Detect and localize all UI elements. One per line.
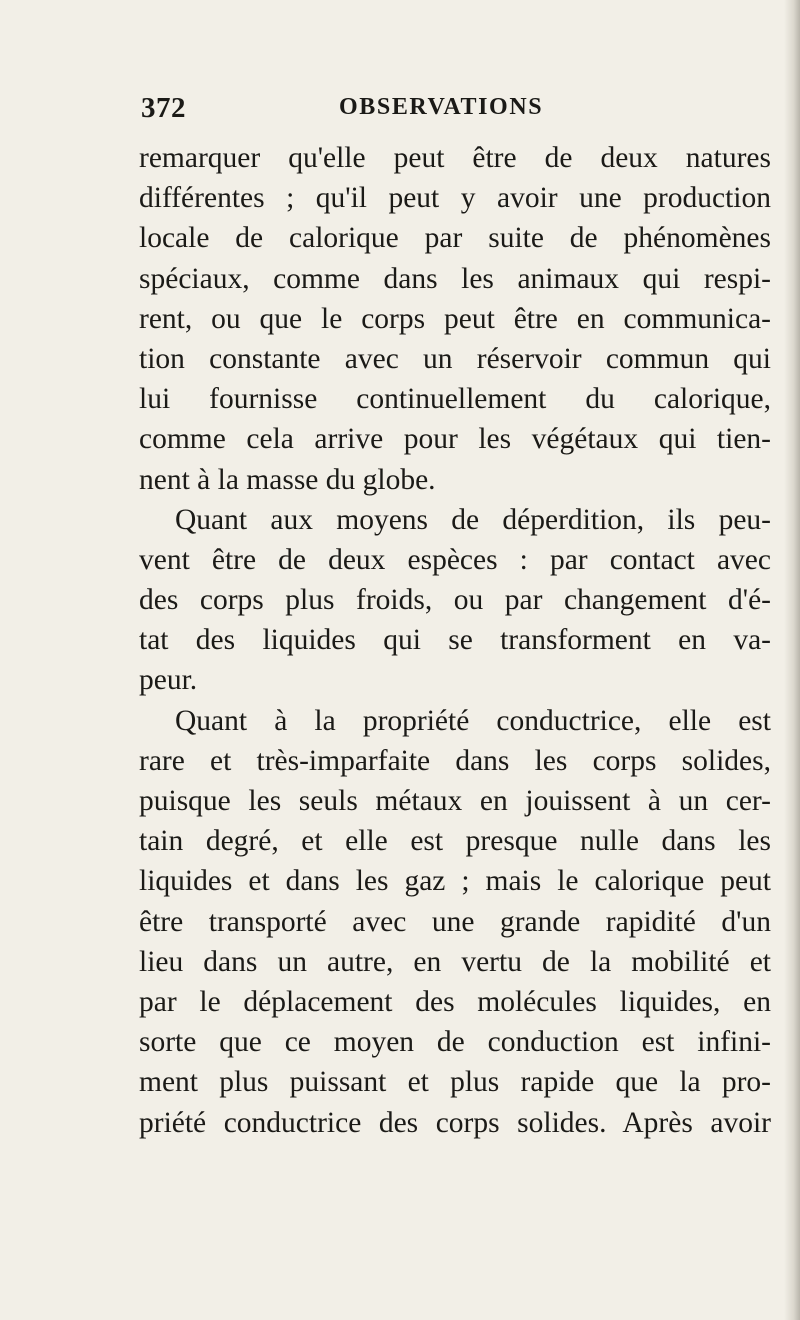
- text-line: liquides et dans les gaz ; mais le calorique peut: [139, 865, 771, 898]
- text-line: par le déplacement des molécules liquides, en: [139, 985, 771, 1018]
- text-line: tain degré, et elle est presque nulle dans les: [139, 825, 771, 858]
- text-line-paragraph-start: Quant aux moyens de déperdition, ils peu-: [175, 503, 771, 536]
- text-line: rare et très-imparfaite dans les corps solides,: [139, 744, 771, 777]
- text-line: lieu dans un autre, en vertu de la mobilité et: [139, 945, 771, 978]
- text-line: tion constante avec un réservoir commun qui: [139, 342, 771, 375]
- text-line: peur.: [139, 664, 198, 697]
- text-line: priété conductrice des corps solides. Après avoir: [139, 1106, 771, 1139]
- body-text: [139, 138, 771, 1143]
- text-line: locale de calorique par suite de phénomènes: [139, 222, 771, 255]
- running-head: [141, 92, 771, 128]
- text-line: comme cela arrive pour les végétaux qui tien-: [139, 423, 771, 456]
- text-line: spéciaux, comme dans les animaux qui respi-: [139, 262, 771, 295]
- text-line: différentes ; qu'il peut y avoir une production: [139, 182, 771, 215]
- text-line: rent, ou que le corps peut être en communica-: [139, 302, 771, 335]
- running-title: OBSERVATIONS: [339, 94, 544, 120]
- text-line: lui fournisse continuellement du calorique,: [139, 383, 771, 416]
- page-number: 372: [141, 92, 186, 124]
- text-line: être transporté avec une grande rapidité d'un: [139, 905, 771, 938]
- text-line: nent à la masse du globe.: [139, 463, 436, 496]
- text-line: tat des liquides qui se transforment en va-: [139, 624, 771, 657]
- text-line: vent être de deux espèces : par contact avec: [139, 543, 771, 576]
- text-line: ment plus puissant et plus rapide que la pro-: [139, 1066, 771, 1099]
- text-line: des corps plus froids, ou par changement d'é-: [139, 584, 771, 617]
- text-line: puisque les seuls métaux en jouissent à un cer-: [139, 785, 771, 817]
- page-edge-shadow: [784, 0, 800, 1320]
- text-line: remarquer qu'elle peut être de deux natures: [139, 142, 771, 174]
- text-line-paragraph-start: Quant à la propriété conductrice, elle est: [175, 704, 771, 737]
- text-line: sorte que ce moyen de conduction est infini-: [139, 1026, 771, 1059]
